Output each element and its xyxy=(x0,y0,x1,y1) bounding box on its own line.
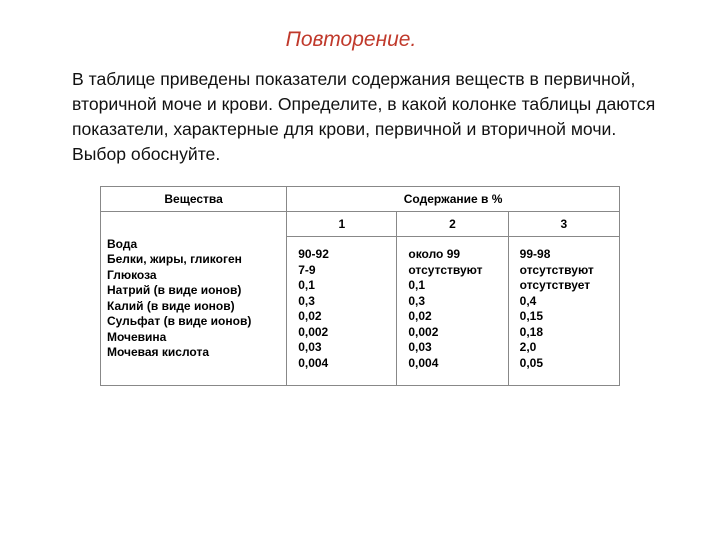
values-column-2 xyxy=(397,237,508,386)
task-text: В таблице приведены показатели содержания веществ в первичной, вторичной моче и крови. Определите, в какой колонке таблицы даются показатели, характерные для крови, первичной и вторичной мочи. Выбор обоснуйте. xyxy=(72,69,656,164)
table-header-row xyxy=(101,187,620,212)
value-item: 0,3 xyxy=(298,293,315,308)
values-list-2 xyxy=(408,247,507,371)
value-item: 0,1 xyxy=(298,278,315,292)
slide-title-text: Повторение. xyxy=(285,28,417,51)
value-item: 0,15 xyxy=(519,309,544,323)
column-number-2: 2 xyxy=(397,212,508,237)
substance-item: Сульфат (в виде ионов) xyxy=(107,314,252,328)
value-item: 90-92 xyxy=(298,247,329,261)
value-item: около 99 xyxy=(408,247,461,261)
value-item: 0,02 xyxy=(408,309,432,323)
substances-list xyxy=(107,237,280,361)
column-number-1: 1 xyxy=(287,212,397,237)
value-item: 0,004 xyxy=(408,355,439,370)
values-list-1 xyxy=(298,247,396,371)
column-number-3: 3 xyxy=(508,212,619,237)
value-item: 0,002 xyxy=(408,324,439,339)
substance-item: Вода xyxy=(107,236,138,251)
slide-title xyxy=(0,28,720,52)
header-substances: Вещества xyxy=(101,187,287,212)
substance-item: Глюкоза xyxy=(107,267,157,282)
value-item: 99-98 xyxy=(519,247,551,261)
value-item: 0,4 xyxy=(519,293,537,308)
substance-item: Мочевина xyxy=(107,329,167,344)
substances-cell xyxy=(101,212,287,386)
value-item: 0,004 xyxy=(298,355,329,370)
values-column-3 xyxy=(508,237,619,386)
value-item: 0,18 xyxy=(519,324,544,339)
values-list-3 xyxy=(520,247,619,371)
value-item: 0,1 xyxy=(408,278,426,292)
substance-item: Белки, жиры, гликоген xyxy=(107,252,242,266)
values-column-1 xyxy=(287,237,397,386)
value-item: отсутствует xyxy=(519,278,591,292)
substance-item: Натрий (в виде ионов) xyxy=(107,283,242,297)
table-column-numbers-row xyxy=(101,212,620,237)
value-item: 0,03 xyxy=(298,340,322,354)
value-item: 0,03 xyxy=(408,340,432,354)
substance-item: Калий (в виде ионов) xyxy=(107,298,235,313)
substance-item: Мочевая кислота xyxy=(107,345,209,359)
value-item: отсутствуют xyxy=(408,262,483,277)
value-item: отсутствуют xyxy=(519,262,594,277)
substances-table xyxy=(100,186,620,386)
value-item: 2,0 xyxy=(519,340,537,354)
value-item: 0,3 xyxy=(408,293,426,308)
value-item: 0,02 xyxy=(298,309,322,323)
value-item: 0,002 xyxy=(298,324,329,339)
value-item: 0,05 xyxy=(519,355,544,370)
value-item: 7-9 xyxy=(298,262,316,277)
header-content: Содержание в % xyxy=(287,187,620,212)
